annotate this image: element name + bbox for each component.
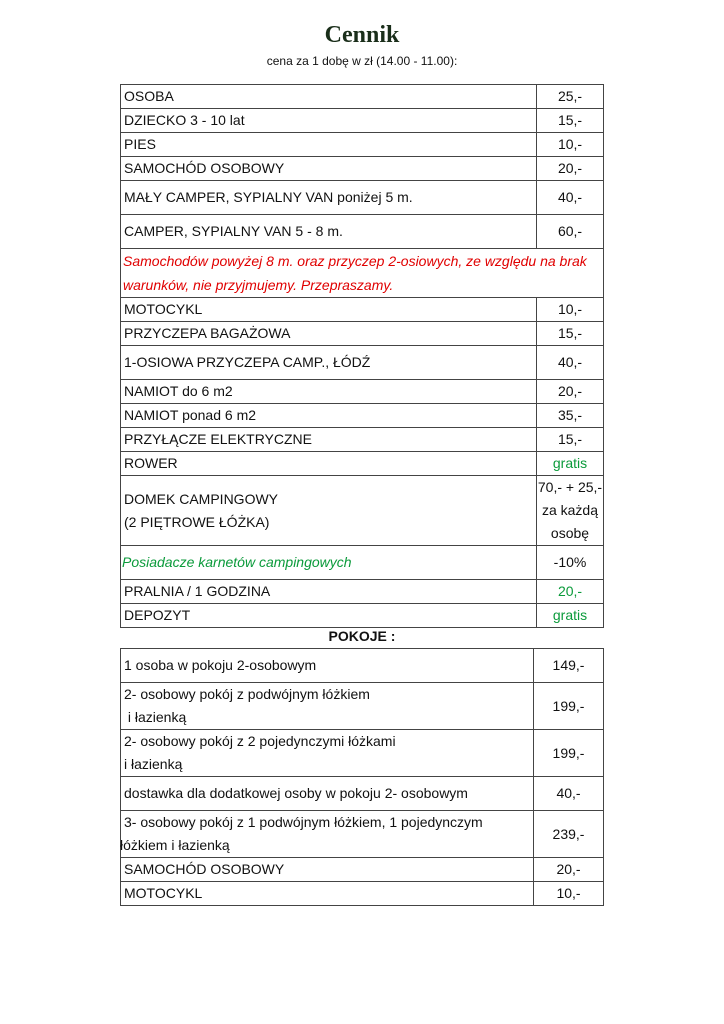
table-row [121,322,604,346]
page-title: Cennik [324,22,400,48]
row-price: 60,- [537,215,604,249]
table-row [121,546,604,580]
row-label: PRZYCZEPA BAGAŻOWA [121,322,537,346]
table-row [121,428,604,452]
row-label: PRALNIA / 1 GODZINA [121,580,537,604]
row-label: Posiadacze karnetów campingowych [121,546,537,580]
row-label: ROWER [121,452,537,476]
row-label [121,476,537,546]
row-label-line-2: (2 PIĘTROWE ŁÓŻKA) [124,513,270,530]
room-label: SAMOCHÓD OSOBOWY [121,858,534,882]
row-price: 40,- [537,346,604,380]
room-price: 239,- [534,811,604,858]
row-label: DZIECKO 3 - 10 lat [121,109,537,133]
table-row [121,380,604,404]
row-label: PIES [121,133,537,157]
notice-row [121,249,604,298]
table-row [121,404,604,428]
notice-line-1: Samochodów powyżej 8 m. oraz przyczep 2-osiowych, ze względu na brak [123,253,587,269]
row-price: 40,- [537,181,604,215]
room-label-line-1: 2- osobowy pokój z 2 pojedynczymi łóżkami [124,733,396,749]
table-row [121,109,604,133]
row-price: 15,- [537,109,604,133]
row-price: -10% [537,546,604,580]
room-label-line-2: i łazienką [124,756,183,772]
table-row [121,85,604,109]
room-label-line-2: i łazienką [124,709,187,725]
pricelist-table [120,84,604,628]
row-price: 35,- [537,404,604,428]
row-label: MOTOCYKL [121,298,537,322]
row-label: PRZYŁĄCZE ELEKTRYCZNE [121,428,537,452]
table-row [121,730,604,777]
room-label [121,811,534,858]
row-label: OSOBA [121,85,537,109]
table-row [121,580,604,604]
table-row [121,649,604,683]
table-row [121,298,604,322]
table-row [121,452,604,476]
room-price: 199,- [534,730,604,777]
rooms-heading: POKOJE : [328,628,396,644]
room-label: 1 osoba w pokoju 2-osobowym [121,649,534,683]
table-row [121,346,604,380]
room-label: MOTOCYKL [121,882,534,906]
row-label: DEPOZYT [121,604,537,628]
table-row [121,683,604,730]
row-price: 20,- [537,157,604,181]
room-label [121,683,534,730]
room-label-line-2: łóżkiem i łazienką [120,837,230,853]
row-label: CAMPER, SYPIALNY VAN 5 - 8 m. [121,215,537,249]
row-price-line-2: za każdą [541,502,599,518]
room-label-line-1: 2- osobowy pokój z podwójnym łóżkiem [124,686,370,702]
room-price: 40,- [534,777,604,811]
row-label: NAMIOT do 6 m2 [121,380,537,404]
room-price: 20,- [534,858,604,882]
row-price: 25,- [537,85,604,109]
row-label: MAŁY CAMPER, SYPIALNY VAN poniżej 5 m. [121,181,537,215]
table-row [121,181,604,215]
row-price: gratis [537,452,604,476]
room-price: 199,- [534,683,604,730]
row-price: 10,- [537,298,604,322]
row-label: 1-OSIOWA PRZYCZEPA CAMP., ŁÓDŹ [121,346,537,380]
row-price: gratis [537,604,604,628]
rooms-table [120,648,604,906]
table-row [121,157,604,181]
table-row [121,133,604,157]
row-price-line-1: 70,- + 25,- [537,479,603,495]
row-price: 20,- [537,380,604,404]
row-label: SAMOCHÓD OSOBOWY [121,157,537,181]
room-label: dostawka dla dodatkowej osoby w pokoju 2- osobowym [121,777,534,811]
row-price: 15,- [537,322,604,346]
table-row [121,882,604,906]
room-price: 149,- [534,649,604,683]
table-row [121,858,604,882]
row-price: 15,- [537,428,604,452]
row-price: 20,- [537,580,604,604]
table-row [121,476,604,546]
room-label-line-1: 3- osobowy pokój z 1 podwójnym łóżkiem, 1 pojedynczym [124,814,483,830]
row-price: 10,- [537,133,604,157]
table-row [121,777,604,811]
page-subtitle: cena za 1 dobę w zł (14.00 - 11.00): [266,54,458,68]
room-label [121,730,534,777]
notice-text [121,249,604,298]
table-row [121,811,604,858]
room-price: 10,- [534,882,604,906]
row-label-line-1: DOMEK CAMPINGOWY [124,490,279,507]
row-price [537,476,604,546]
row-label: NAMIOT ponad 6 m2 [121,404,537,428]
table-row [121,604,604,628]
row-price-line-3: osobę [550,525,590,541]
table-row [121,215,604,249]
notice-line-2: warunków, nie przyjmujemy. Przepraszamy. [123,277,394,293]
